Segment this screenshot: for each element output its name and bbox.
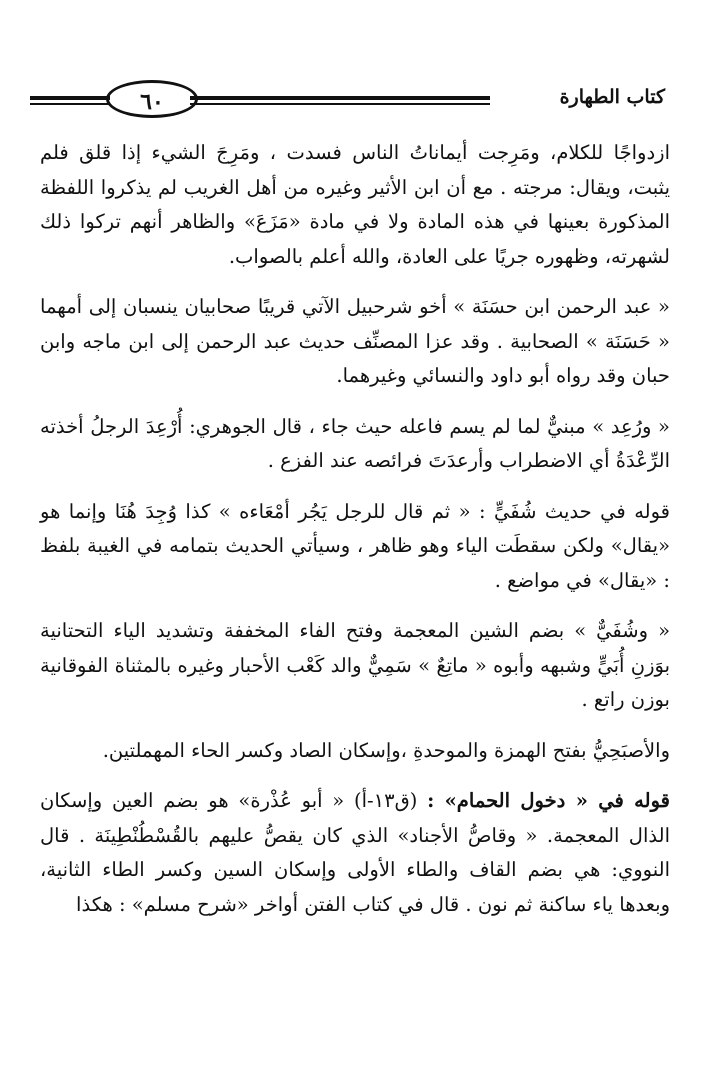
paragraph-5: « وشُفَيٌّ » بضم الشين المعجمة وفتح الفاء المخففة وتشديد الياء التحتانية بوَزنِ أُبَيٍّ وشبهه وأبوه « ماتِعٌ » سَمِيٌّ والد كَعْب الأحبار وغيره بالمثناة الفوقانية بوزن راتع . — [40, 619, 670, 711]
page-header — [30, 76, 675, 124]
page-number: ٦٠ — [106, 80, 198, 118]
paragraph-7 — [40, 784, 670, 922]
paragraph-7-text: (ق١٣-أ) « أبو عُذْرة» هو بضم العين وإسكان الذال المعجمة. « وقاصُّ الأجناد» الذي كان يقصُّ عليهم بالقُسْطُنْطِينَة . قال النووي: هي بضم القاف والطاء الأولى وإسكان السين وكسر الطاء الثانية، وبعدها ياء ساكنة ثم نون . قال في كتاب الفتن أواخر «شرح مسلم» : هكذا — [40, 789, 670, 916]
page-body — [40, 136, 670, 922]
header-rule-left — [30, 96, 110, 106]
paragraph-1: ازدواجًا للكلام، ومَرِجت أيماناتُ الناس فسدت ، ومَرِجَ الشيء إذا قلق فلم يثبت، ويقال: مرجته . مع أن ابن الأثير وغيره من أهل الغريب لم يذكروا اللفظة المذكورة بعينها في هذه المادة ولا في مادة «مَزَعَ» والظاهر أنهم تركوا ذلك لشهرته، وظهوره جريًا على العادة، والله أعلم بالصواب. — [40, 141, 670, 268]
paragraph-6: والأصبَحِيُّ بفتح الهمزة والموحدةِ ،وإسكان الصاد وكسر الحاء المهملتين. — [102, 738, 670, 762]
chapter-title: كتاب الطهارة — [559, 86, 665, 108]
header-rule-right — [190, 96, 490, 106]
paragraph-4: قوله في حديث شُفَيٍّ : « ثم قال للرجل يَجُر أمْعَاءه » كذا وُجِدَ هُنَا وإنما هو «يقال» ولكن سقطَت الياء وهو ظاهر ، وسيأتي الحديث بتمامه في الغيبة بلفظ : «يقال» في مواضع . — [40, 499, 670, 592]
paragraph-3: « ورُعِد » مبنيٌّ لما لم يسم فاعله حيث جاء ، قال الجوهري: أُرْعِدَ الرجلُ أخذته الرِّعْدَةُ أي الاضطراب وأرعدَتَ فرائصه عند الفزع . — [40, 414, 670, 472]
paragraph-2: « عبد الرحمن ابن حسَنَة » أخو شرحبيل الآتي قريبًا صحابيان ينسبان إلى أمهما « حَسَنَة » الصحابية . وقد عزا المصنِّف حديث عبد الرحمن إلى ابن ماجه وابن حبان وقد رواه أبو داود والنسائي وغيرهما. — [40, 295, 670, 387]
section-lead: قوله في « دخول الحمام» : — [427, 789, 670, 812]
